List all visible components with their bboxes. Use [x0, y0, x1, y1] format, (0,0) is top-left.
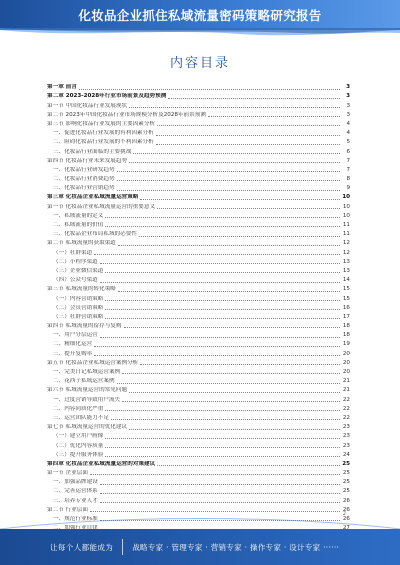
toc-entry[interactable]: [47, 119, 350, 128]
toc-entry[interactable]: [47, 229, 350, 238]
toc-dot-leader: [129, 429, 340, 430]
toc-dot-leader: [208, 116, 340, 117]
toc-entry-label: （三）企业微信渠道: [53, 267, 104, 274]
toc-heading: 内容目录: [169, 56, 230, 71]
toc-entry-page: 3: [346, 102, 350, 109]
toc-entry-label: 第五节 化妆品企业私域运营案例分析: [47, 359, 139, 366]
toc-dot-leader: [105, 309, 340, 310]
toc-dot-leader: [105, 217, 340, 218]
toc-entry-label: （二）小程序渠道: [53, 258, 98, 265]
toc-entry-label: 二、精细化运营: [53, 341, 93, 348]
toc-entry-label: 二、阻碍化妆品行业发展的不利因素分析: [53, 139, 154, 146]
toc-entry-page: 12: [342, 240, 350, 247]
toc-entry[interactable]: [47, 330, 350, 339]
toc-entry[interactable]: [47, 303, 350, 312]
toc-entry[interactable]: [47, 82, 350, 91]
toc-entry-page: 26: [342, 506, 350, 513]
toc-entry-page: 13: [342, 267, 350, 274]
toc-dot-leader: [100, 263, 340, 264]
toc-entry-label: 三、化妆品行业营销趋势: [53, 185, 115, 192]
toc-entry-label: 一、过度营销导致用户流失: [53, 396, 121, 403]
toc-entry-page: 11: [342, 222, 350, 228]
toc-dot-leader: [94, 355, 340, 356]
toc-dot-leader: [157, 208, 340, 209]
toc-entry-label: 第三节 私域流量的转化策略: [47, 286, 116, 293]
toc-entry-page: 5: [346, 139, 350, 146]
toc-dot-leader: [105, 300, 340, 301]
toc-dot-leader: [117, 383, 340, 384]
toc-entry[interactable]: [47, 376, 350, 385]
toc-dot-leader: [118, 245, 340, 246]
toc-dot-leader: [124, 327, 341, 328]
toc-entry[interactable]: [47, 450, 350, 459]
toc-dot-leader: [129, 162, 340, 163]
toc-entry-label: 第四节 私域流量的留存与复购: [47, 323, 122, 330]
toc-entry-page: 21: [342, 387, 350, 394]
toc-dot-leader: [105, 456, 340, 457]
toc-dot-leader: [117, 180, 340, 181]
header-wave-decoration: [0, 28, 400, 38]
toc-entry-label: 第四节 化妆品行业未来发展趋势: [47, 157, 128, 164]
toc-entry[interactable]: [47, 137, 350, 146]
toc-entry-label: 一、加强品牌建设: [53, 479, 98, 486]
toc-entry[interactable]: [47, 348, 350, 357]
toc-entry[interactable]: [47, 110, 350, 119]
toc-entry-page: 8: [346, 176, 350, 183]
toc-entry-label: 第四章 化妆品企业私域流量运营的对策建议: [47, 460, 156, 467]
toc-dot-leader: [156, 135, 340, 136]
toc-dot-leader: [129, 107, 340, 108]
toc-dot-leader: [79, 89, 340, 90]
toc-dot-leader: [105, 438, 340, 439]
toc-dot-leader: [105, 226, 340, 227]
toc-dot-leader: [100, 337, 340, 338]
toc-entry-label: 二、化妆品行业消费趋势: [53, 176, 115, 183]
toc-dot-leader: [105, 272, 340, 273]
toc-entry-label: （一）社群渠道: [53, 249, 93, 256]
toc-dot-leader: [122, 373, 340, 374]
toc-entry-label: （一）建立用户画像: [53, 433, 104, 440]
toc-entry-page: 23: [342, 442, 350, 449]
toc-entry-page: 11: [342, 231, 350, 238]
toc-dot-leader: [94, 254, 340, 255]
toc-entry[interactable]: [47, 459, 350, 468]
toc-entry-page: 6: [346, 148, 350, 155]
toc-entry-label: 一、规范行业标准: [53, 516, 98, 522]
toc-entry[interactable]: [47, 495, 350, 504]
toc-entry[interactable]: [47, 413, 350, 422]
toc-entry-label: 一、化妆品行业研发趋势: [53, 166, 115, 173]
toc-entry-page: 22: [342, 405, 350, 412]
toc-dot-leader: [105, 318, 340, 319]
table-of-contents: [47, 82, 350, 532]
toc-entry-page: 18: [342, 323, 350, 330]
toc-entry-label: 三、化妆品企业布局私域的必要性: [53, 231, 137, 238]
toc-dot-leader: [157, 125, 340, 126]
toc-entry[interactable]: [47, 183, 350, 192]
toc-entry-page: 20: [342, 369, 350, 375]
toc-entry-label: 第二节 私域流量的获取渠道: [47, 240, 116, 247]
toc-entry[interactable]: [47, 247, 350, 256]
toc-entry-page: 15: [342, 295, 350, 302]
toc-entry-label: 一、私域流量的定义: [53, 212, 104, 219]
toc-entry-page: 10: [342, 194, 350, 201]
toc-entry-label: 二、完善运营体系: [53, 488, 98, 495]
toc-entry-page: 20: [342, 359, 350, 366]
toc-entry-label: （四）公众号渠道: [53, 277, 98, 284]
toc-entry-page: 19: [342, 341, 350, 348]
toc-dot-leader: [140, 199, 340, 200]
toc-entry-page: 23: [342, 433, 350, 440]
toc-dot-leader: [117, 171, 340, 172]
toc-entry-label: 二、花西子私域运营案例: [53, 378, 115, 385]
toc-entry[interactable]: [47, 266, 350, 275]
toc-entry-label: （三）社群营销策略: [53, 313, 104, 320]
toc-entry-page: 21: [342, 378, 350, 385]
toc-entry[interactable]: [47, 91, 350, 100]
toc-entry-page: 25: [342, 479, 350, 486]
toc-entry[interactable]: [47, 477, 350, 486]
toc-entry[interactable]: [47, 339, 350, 348]
toc-entry-label: 三、提升复购率: [53, 350, 93, 357]
toc-entry-page: 3: [346, 84, 350, 91]
toc-entry[interactable]: [47, 312, 350, 321]
toc-entry[interactable]: [47, 220, 350, 229]
toc-entry-page: 17: [342, 313, 350, 320]
toc-dot-leader: [156, 144, 340, 145]
toc-entry-page: 25: [342, 460, 350, 467]
toc-entry-label: 三、培养专业人才: [53, 497, 98, 504]
toc-dot-leader: [100, 493, 340, 494]
toc-dot-leader: [168, 98, 340, 99]
toc-entry[interactable]: [47, 431, 350, 440]
toc-entry-label: 第三节 影响化妆品行业发展的主要因素分析: [47, 120, 156, 127]
toc-entry-label: 三、运营团队能力不足: [53, 414, 109, 421]
footer-slogan: 让每个人都能成为: [50, 542, 114, 552]
footer-ring-decoration: [0, 515, 400, 529]
toc-entry[interactable]: [47, 165, 350, 174]
toc-entry[interactable]: [47, 394, 350, 403]
toc-entry[interactable]: [47, 211, 350, 220]
toc-entry[interactable]: [47, 192, 350, 201]
toc-entry[interactable]: [47, 422, 350, 431]
footer-divider: [122, 539, 123, 555]
toc-dot-leader: [118, 291, 340, 292]
toc-entry-page: 25: [342, 470, 350, 477]
toc-entry[interactable]: [47, 156, 350, 165]
toc-entry-page: 25: [342, 488, 350, 495]
toc-entry-page: 20: [342, 350, 350, 357]
footer-band: [0, 529, 400, 565]
toc-entry-page: 14: [342, 277, 350, 284]
toc-dot-leader: [111, 419, 340, 420]
toc-entry[interactable]: [47, 358, 350, 367]
toc-entry[interactable]: [47, 440, 350, 449]
toc-entry-page: 26: [342, 516, 350, 522]
toc-entry[interactable]: [47, 293, 350, 302]
toc-entry-label: 二、内容同质化严重: [53, 405, 104, 412]
toc-entry[interactable]: [47, 257, 350, 266]
toc-entry[interactable]: [47, 284, 350, 293]
toc-entry-page: 23: [342, 424, 350, 431]
toc-entry-page: 13: [342, 258, 350, 265]
toc-entry-label: 二、私域流量的价值: [53, 222, 104, 228]
toc-entry-label: 第一节 企业层面: [47, 470, 88, 477]
toc-entry[interactable]: [47, 238, 350, 247]
toc-dot-leader: [100, 282, 340, 283]
toc-entry-label: 第七节 私域流量运营的优化建议: [47, 424, 128, 431]
toc-entry[interactable]: [47, 385, 350, 394]
toc-entry-page: 26: [342, 497, 350, 504]
toc-dot-leader: [105, 447, 340, 448]
toc-entry-page: 18: [342, 332, 350, 339]
toc-dot-leader: [122, 401, 340, 402]
toc-dot-leader: [90, 474, 340, 475]
toc-entry-label: 一、促进化妆品行业发展的有利因素分析: [53, 130, 154, 137]
toc-entry-label: 第一章 前言: [47, 84, 77, 91]
toc-entry-label: （二）会员营销策略: [53, 304, 104, 311]
toc-entry-page: 7: [346, 157, 350, 164]
toc-dot-leader: [140, 364, 340, 365]
toc-dot-leader: [139, 236, 340, 237]
toc-entry-page: 10: [342, 212, 350, 219]
toc-entry-label: （一）内容营销策略: [53, 295, 104, 302]
toc-entry[interactable]: [47, 321, 350, 330]
toc-entry-label: 三、化妆品行业面临的主要挑战: [53, 148, 132, 155]
toc-entry[interactable]: [47, 146, 350, 155]
toc-entry-label: 第三章 化妆品企业私域流量运营策略: [47, 194, 139, 201]
footer-roles: 战略专家 · 管理专家 · 营销专家 · 操作专家 · 设计专家 ······: [132, 542, 340, 552]
toc-entry-label: 第一节 中国化妆品行业发展现状: [47, 102, 128, 109]
toc-entry-page: 3: [346, 93, 350, 100]
toc-entry[interactable]: [47, 174, 350, 183]
toc-entry[interactable]: [47, 100, 350, 109]
toc-entry-label: 第二章 2023-2028年行业市场前景及趋势预测: [47, 93, 167, 100]
toc-dot-leader: [133, 153, 340, 154]
toc-entry[interactable]: [47, 404, 350, 413]
toc-entry-page: 16: [342, 304, 350, 311]
toc-entry-page: 22: [342, 414, 350, 421]
toc-dot-leader: [157, 465, 340, 466]
toc-entry-page: 9: [346, 185, 350, 192]
toc-dot-leader: [100, 502, 340, 503]
toc-entry[interactable]: [47, 275, 350, 284]
toc-entry-page: 22: [342, 396, 350, 403]
toc-entry[interactable]: [47, 486, 350, 495]
header-band: [0, 0, 400, 30]
toc-entry-page: 15: [342, 286, 350, 293]
toc-entry[interactable]: [47, 201, 350, 210]
toc-entry-page: 4: [346, 120, 350, 127]
toc-entry-page: 24: [342, 451, 350, 458]
toc-dot-leader: [94, 346, 340, 347]
toc-entry-label: （二）优化内容质量: [53, 442, 104, 449]
report-title: 化妆品企业抓住私域流量密码策略研究报告: [78, 8, 322, 23]
toc-entry-page: 10: [342, 203, 350, 210]
toc-entry[interactable]: [47, 468, 350, 477]
toc-dot-leader: [129, 392, 340, 393]
toc-entry[interactable]: [47, 128, 350, 137]
toc-entry-page: 4: [346, 130, 350, 137]
toc-dot-leader: [100, 484, 340, 485]
toc-entry[interactable]: [47, 367, 350, 376]
toc-entry-label: 第一节 化妆品企业私域流量运营的重要意义: [47, 203, 156, 210]
toc-entry-page: 7: [346, 166, 350, 173]
toc-entry-label: 一、用户分层运营: [53, 332, 98, 339]
toc-dot-leader: [117, 190, 340, 191]
toc-entry-page: 12: [342, 249, 350, 256]
toc-entry-label: 第二节 行业层面: [47, 506, 88, 513]
toc-entry-label: （三）提升服务体验: [53, 451, 104, 458]
toc-entry-label: 第二节 2023年中国化妆品行业市场规模分析及2028年前景预测: [47, 111, 206, 118]
toc-entry-label: 第六节 私域流量运营的常见问题: [47, 387, 128, 394]
page-number: 2: [342, 511, 346, 517]
toc-entry-label: 一、完美日记私域运营案例: [53, 369, 121, 375]
toc-dot-leader: [105, 410, 340, 411]
toc-entry-page: 3: [346, 111, 350, 118]
